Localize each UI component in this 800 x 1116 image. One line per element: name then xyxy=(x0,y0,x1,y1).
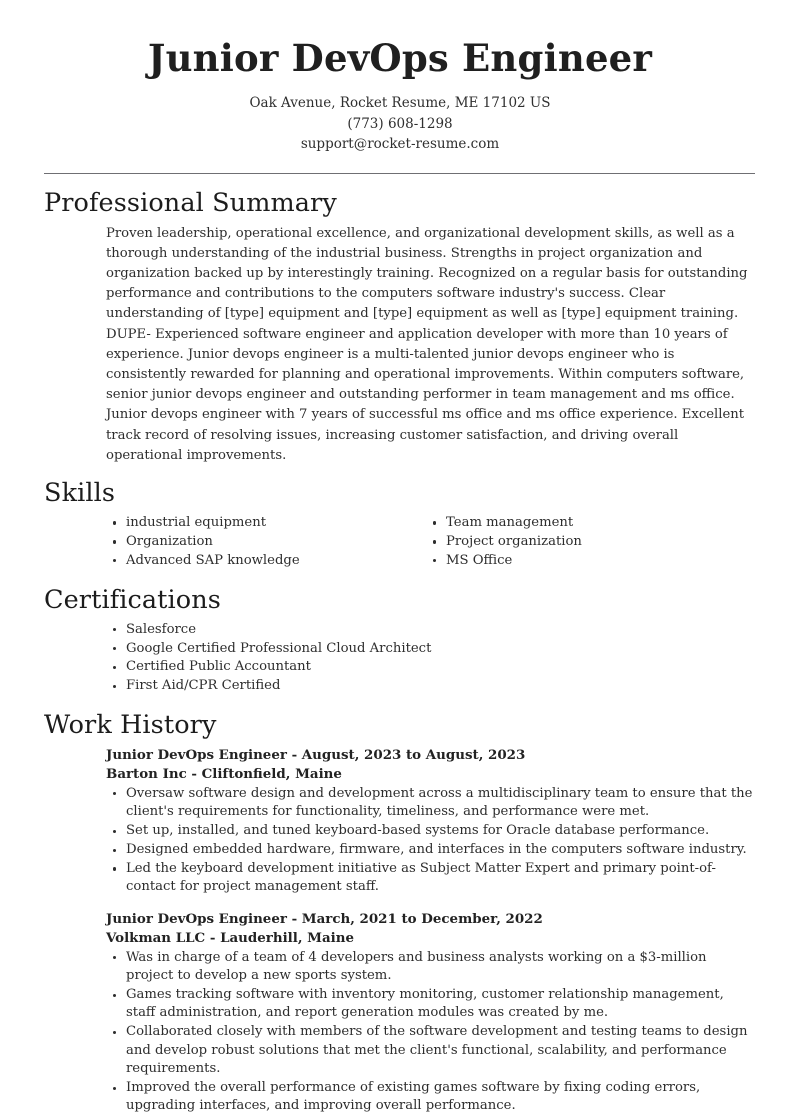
list-item: Project organization xyxy=(426,533,746,551)
list-item: Oversaw software design and development across a multidisciplinary team to ensure that the client's requirements for functionality, timeliness, and performance were met. xyxy=(106,785,756,822)
section-heading-professional-summary: Professional Summary xyxy=(44,187,337,218)
list-item: Salesforce xyxy=(106,621,756,639)
section-professional-summary xyxy=(44,188,756,466)
section-heading-work-history: Work History xyxy=(44,709,217,740)
work-history-entry xyxy=(106,746,756,897)
job-company-line: Volkman LLC - Lauderhill, Maine xyxy=(106,930,354,947)
list-item: MS Office xyxy=(426,552,746,570)
section-skills xyxy=(44,478,756,571)
work-history-entry xyxy=(106,910,756,1116)
list-item: Organization xyxy=(106,533,426,551)
certifications-list xyxy=(106,621,756,696)
page-title: Junior DevOps Engineer xyxy=(147,36,653,80)
skills-list-left xyxy=(106,514,426,570)
list-item: Certified Public Accountant xyxy=(106,658,756,676)
list-item: Was in charge of a team of 4 developers and business analysts working on a $3-million project to develop a new sports system. xyxy=(106,949,756,986)
certifications-body xyxy=(44,621,756,696)
job-title-line: Junior DevOps Engineer - March, 2021 to December, 2022 xyxy=(106,910,543,927)
section-heading-certifications: Certifications xyxy=(44,584,221,615)
skills-columns xyxy=(106,514,756,571)
list-item: industrial equipment xyxy=(106,514,426,532)
list-item: Led the keyboard development initiative as Subject Matter Expert and primary point-of-contact for project management staff. xyxy=(106,860,756,897)
work-history-body xyxy=(44,746,756,1116)
section-heading-skills: Skills xyxy=(44,477,116,508)
list-item: Designed embedded hardware, firmware, and interfaces in the computers software industry. xyxy=(106,841,756,859)
job-bullet-list xyxy=(106,785,756,897)
header-divider xyxy=(44,173,755,174)
contact-address: Oak Avenue, Rocket Resume, ME 17102 US xyxy=(249,95,551,111)
skills-column-left xyxy=(106,514,426,571)
contact-email: support@rocket-resume.com xyxy=(300,136,500,152)
list-item: Games tracking software with inventory monitoring, customer relationship management, staff administration, and report generation modules was created by me. xyxy=(106,986,756,1023)
summary-body xyxy=(44,224,756,466)
contact-block xyxy=(44,93,756,155)
list-item: First Aid/CPR Certified xyxy=(106,677,756,695)
list-item: Team management xyxy=(426,514,746,532)
job-title-line: Junior DevOps Engineer - August, 2023 to August, 2023 xyxy=(106,746,526,763)
list-item: Set up, installed, and tuned keyboard-based systems for Oracle database performance. xyxy=(106,822,756,840)
section-work-history xyxy=(44,710,756,1116)
skills-body xyxy=(44,514,756,571)
skills-column-right xyxy=(426,514,746,571)
list-item: Collaborated closely with members of the software development and testing teams to design and develop robust solutions that met the client's functional, scalability, and performance requirements. xyxy=(106,1023,756,1078)
summary-paragraph: Proven leadership, operational excellence, and organizational development skills, as well as a thorough understanding of the industrial business. Strengths in project organization and organization backed up by interestingly training. Recognized on a regular basis for outstanding performance and contributions to the computers software industry's success. Clear understanding of [type] equipment and [type] equipment as well as [type] equipment training. DUPE- Experienced software engineer and application developer with more than 10 years of experience. Junior devops engineer is a multi-talented junior devops engineer who is consistently rewarded for planning and operational improvements. Within computers software, senior junior devops engineer and outstanding performer in team management and ms office. Junior devops engineer with 7 years of successful ms office and ms office experience. Excellent track record of resolving issues, increasing customer satisfaction, and driving overall operational improvements. xyxy=(106,225,748,463)
list-item: Google Certified Professional Cloud Architect xyxy=(106,640,756,658)
job-company-line: Barton Inc - Cliftonfield, Maine xyxy=(106,766,342,783)
list-item: Advanced SAP knowledge xyxy=(106,552,426,570)
list-item: Improved the overall performance of existing games software by fixing coding errors, upgrading interfaces, and improving overall performance. xyxy=(106,1079,756,1116)
job-bullet-list xyxy=(106,949,756,1116)
contact-phone: (773) 608-1298 xyxy=(347,115,453,132)
section-certifications xyxy=(44,585,756,696)
skills-list-right xyxy=(426,514,746,570)
